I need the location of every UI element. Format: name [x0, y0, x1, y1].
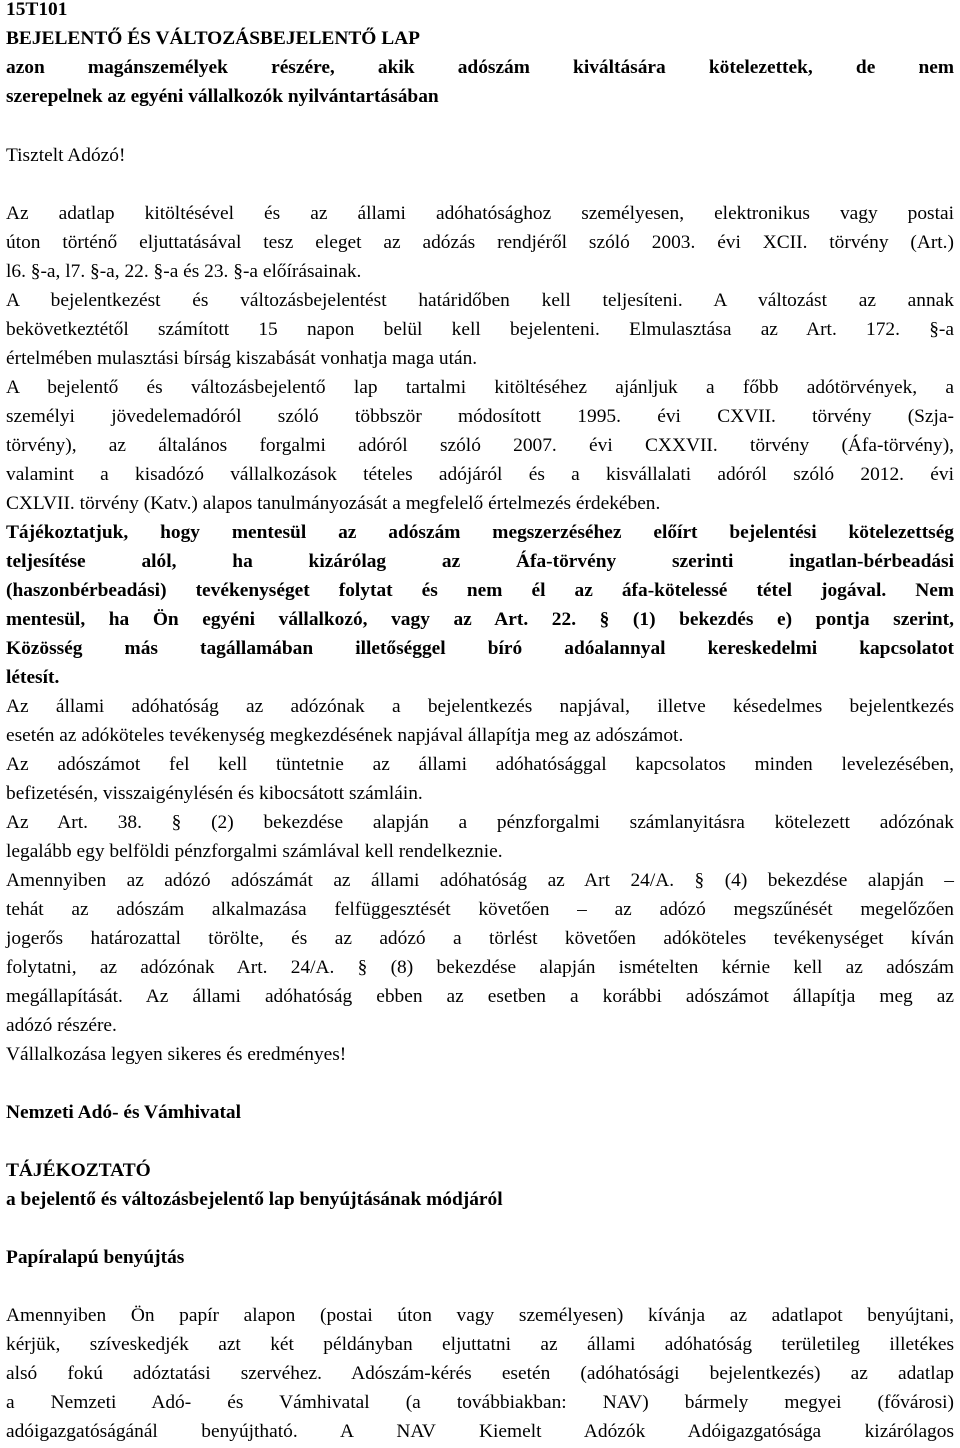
paragraph-line: folytatni, az adózónak Art. 24/A. § (8) bekezdése alapján ismételten kérnie kell az adószám — [6, 957, 954, 978]
paragraph-line: Az Art. 38. § (2) bekezdése alapján a pénzforgalmi számlanyitásra kötelezett adózónak — [6, 812, 954, 833]
info-title: TÁJÉKOZTATÓ — [6, 1160, 151, 1181]
paragraph-line: megállapítását. Az állami adóhatóság ebben az esetben a korábbi adószámot állapítja meg az — [6, 986, 954, 1007]
form-subtitle-line-1: azon magánszemélyek részére, akik adószám kiváltására kötelezettek, de nem — [6, 57, 954, 78]
paragraph-line: Az adószámot fel kell tüntetnie az állami adóhatósággal kapcsolatos minden levelezésében, — [6, 754, 954, 775]
paragraph-line: Az adatlap kitöltésével és az állami adóhatósághoz személyesen, elektronikus vagy postai — [6, 203, 954, 224]
paragraph-line: személyi jövedelemadóról szóló többször módosított 1995. évi CXVII. törvény (Szja- — [6, 406, 954, 427]
greeting: Tisztelt Adózó! — [6, 145, 126, 166]
paragraph-line: CXLVII. törvény (Katv.) alapos tanulmányozását a megfelelő értelmezés érdekében. — [6, 493, 661, 514]
section-line: a Nemzeti Adó- és Vámhivatal (a továbbiakban: NAV) bármely megyei (fővárosi) — [6, 1392, 954, 1413]
paragraph-line: törvény), az általános forgalmi adóról szóló 2007. évi CXXVII. törvény (Áfa-törvény), — [6, 435, 954, 456]
notice-line: teljesítése alól, ha kizárólag az Áfa-törvény szerinti ingatlan-bérbeadási — [6, 551, 954, 572]
form-title: BEJELENTŐ ÉS VÁLTOZÁSBEJELENTŐ LAP — [6, 28, 421, 49]
notice-line: (haszonbérbeadási) tevékenységet folytat és nem él az áfa-kötelessé tétel jogával. Nem — [6, 580, 954, 601]
paragraph-line: A bejelentkezést és változásbejelentést határidőben kell teljesíteni. A változást az annak — [6, 290, 954, 311]
closing-line: Vállalkozása legyen sikeres és eredményes! — [6, 1044, 347, 1065]
paragraph-line: A bejelentő és változásbejelentő lap tartalmi kitöltéséhez ajánljuk a főbb adótörvények, a — [6, 377, 954, 398]
notice-line: létesít. — [6, 667, 60, 688]
paragraph-line: tehát az adószám alkalmazása felfüggesztését követően – az adózó megszűnését megelőzően — [6, 899, 954, 920]
paragraph-line: Az állami adóhatóság az adózónak a bejelentkezés napjával, illetve késedelmes bejelentkezés — [6, 696, 954, 717]
paragraph-line: bekövetkeztétől számított 15 napon belül kell bejelenteni. Elmulasztása az Art. 172. §-a — [6, 319, 954, 340]
section-line: alsó fokú adóztatási szervéhez. Adószám-kérés esetén (adóhatósági bejelentkezés) az adatlap — [6, 1363, 954, 1384]
paragraph-line: esetén az adóköteles tevékenység megkezdésének napjával állapítja meg az adószámot. — [6, 725, 684, 746]
section-line: kérjük, szíveskedjék azt két példányban eljuttatni az állami adóhatóság területileg illetékes — [6, 1334, 954, 1355]
paragraph-line: valamint a kisadózó vállalkozások tételes adójáról és a kisvállalati adóról szóló 2012. évi — [6, 464, 954, 485]
paragraph-line: legalább egy belföldi pénzforgalmi számlával kell rendelkeznie. — [6, 841, 503, 862]
section-line: adóigazgatóságánál benyújtható. A NAV Kiemelt Adózók Adóigazgatósága kizárólagos — [6, 1421, 954, 1442]
info-subtitle: a bejelentő és változásbejelentő lap benyújtásának módjáról — [6, 1189, 503, 1210]
form-subtitle-line-2: szerepelnek az egyéni vállalkozók nyilvántartásában — [6, 86, 439, 107]
notice-line: mentesül, ha Ön egyéni vállalkozó, vagy az Art. 22. § (1) bekezdés e) pontja szerint, — [6, 609, 954, 630]
paragraph-line: befizetésén, visszaigénylésén és kibocsátott számláin. — [6, 783, 423, 804]
paragraph-line: jogerős határozattal törölte, és az adózó a törlést követően adóköteles tevékenységet kíván — [6, 928, 954, 949]
notice-line: Közösség más tagállamában illetőséggel bíró adóalannyal kereskedelmi kapcsolatot — [6, 638, 954, 659]
section-title: Papíralapú benyújtás — [6, 1247, 185, 1268]
signature: Nemzeti Adó- és Vámhivatal — [6, 1102, 241, 1123]
paragraph-line: Amennyiben az adózó adószámát az állami adóhatóság az Art 24/A. § (4) bekezdése alapján – — [6, 870, 954, 891]
paragraph-line: l6. §-a, l7. §-a, 22. §-a és 23. §-a előírásainak. — [6, 261, 362, 282]
paragraph-line: értelmében mulasztási bírság kiszabását vonhatja maga után. — [6, 348, 478, 369]
paragraph-line: adózó részére. — [6, 1015, 117, 1036]
form-code: 15T101 — [6, 0, 68, 20]
paragraph-line: úton történő eljuttatásával tesz eleget az adózás rendjéről szóló 2003. évi XCII. törvény (Art.) — [6, 232, 954, 253]
section-line: Amennyiben Ön papír alapon (postai úton vagy személyesen) kívánja az adatlapot benyújtani, — [6, 1305, 954, 1326]
notice-line: Tájékoztatjuk, hogy mentesül az adószám megszerzéséhez előírt bejelentési kötelezettség — [6, 522, 954, 543]
